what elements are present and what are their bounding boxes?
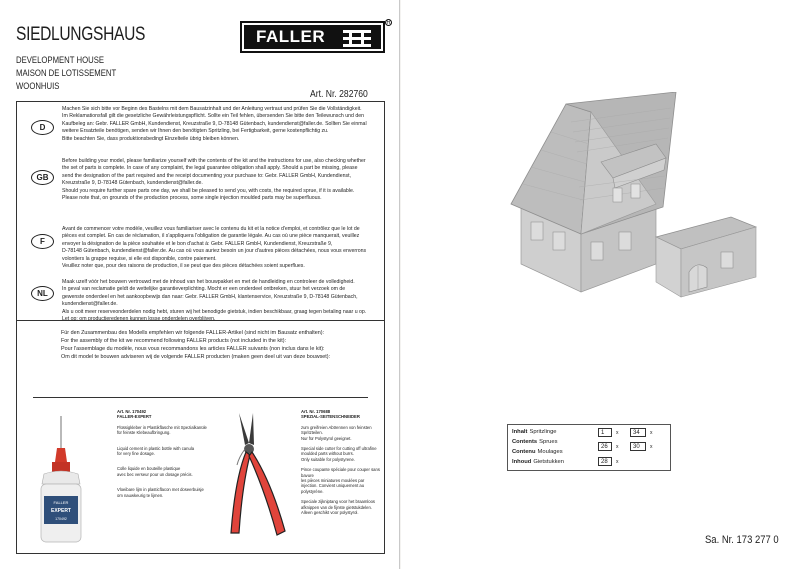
subtitle-nl: WOONHUIS <box>16 81 60 91</box>
side-cutter-image <box>209 409 294 544</box>
quantity-marker: x <box>650 444 653 450</box>
bottle-label-brand: FALLER <box>53 500 69 505</box>
instructions-text-fr: Avant de commencer votre modèle, veuillez vous familiariser avec le contenu du kit et la notice d'emploi, et contrôlez que le lot de pièces est complet. En cas de réclamation, il s'appliquera l'obligation de garantie légale. Au cas où une pièce manquerait, veuillez envoyer la désignation de la pièce souhaitée et le bon d'achat à: Gebr. FALLER GmbH, Kundendienst, Kreuzstraße 9, D-78148 Gütenbach, kundendienst@faller.de. Au cas où vous auriez besoin un jour d'autres pièces détachées, nous vous enverrons volontiers la grappe requise, si elle est disponible, contre paiement. Veuillez noter que, pour des raisons de production, il se peut que des pièces détachées soient superflues. <box>62 226 367 270</box>
lang-badge-de: D <box>31 120 54 135</box>
faller-logo <box>240 19 391 53</box>
logo-mark-icon <box>343 30 371 47</box>
contents-row-fr: Contenu Moulages <box>512 449 563 455</box>
sprue-count-box: 28 <box>598 457 612 466</box>
instructions-nl <box>17 279 384 327</box>
sprue-count-box: 30 <box>630 442 646 451</box>
lang-badge-gb: GB <box>31 170 54 185</box>
instructions-fr <box>17 226 384 276</box>
sprue-count-box: 26 <box>598 442 612 451</box>
house-model-image <box>471 92 761 302</box>
recommendation-box <box>16 321 385 554</box>
registered-icon: R <box>386 19 391 26</box>
contents-box <box>507 424 671 471</box>
divider <box>33 397 368 398</box>
subtitle-en: DEVELOPMENT HOUSE <box>16 55 105 65</box>
instructions-text-nl: Maak uzelf vóór het bouwen vertrouwd met de inhoud van het bouwpakket en met de handleiding en controleer de volledigheid. In geval van reclamatie geldt de wettelijke garantieverplichting. Mocht er een onderdeel ontbreken, stuur het verzoek om de gewenste onderdeel en het aankoopbewijs dan naar: Gebr. FALLER GmbH, klantenservice, Kreuzstraße 9, D-78148 Gütenbach, kundendienst@faller.de. Als u ooit meer reserveonderdelen nodig hebt, sturen wij het benodigde gietstuk, indien beschikbaar, graag tegen betaling naar u op. Let op: om productieredenen kunnen losse onderdelen overblijven. <box>62 279 367 323</box>
instructions-gb <box>17 158 384 216</box>
instructions-box <box>16 101 385 321</box>
contents-row-en: Contents Sprues <box>512 439 558 445</box>
product-glue-text: Art. Nr. 170492 FALLER-EXPERT Flüssigkleber in Plastikflasche mit Spezialkanüle für feinste Klebeaufbringung. Liquid cement in plastic bottle with canula for very fine dosage. Colle liquide en bouteille plastique avec bec verseur pour un dosage précis. Vloeibare lijm in plasticflacon met doseerbuisje om nauwkeurig te lijmen. <box>117 409 207 498</box>
quantity-marker: x <box>616 430 619 436</box>
glue-bottle-image <box>30 414 92 544</box>
bottle-label-art: 170492 <box>55 517 67 521</box>
article-number: Art. Nr. 282760 <box>310 89 368 100</box>
right-page <box>401 0 802 569</box>
lang-badge-fr: F <box>31 234 54 249</box>
logo-text: FALLER <box>256 27 326 46</box>
sa-number: Sa. Nr. 173 277 0 <box>705 534 779 546</box>
quantity-marker: x <box>616 444 619 450</box>
lang-badge-nl: NL <box>31 286 54 301</box>
instructions-text-gb: Before building your model, please familiarize yourself with the contents of the kit and the instructions for use, also checking whether the set of parts is complete. In case of any complaint, the legal guarantee obligation shall apply. Should a part be missing, please send the designation of the part required and the receipt documenting your purchase to: Gebr. FALLER GmbH, Kundendienst, Kreuzstraße 9, D-78148 Gütenbach, kundendienst@faller.de. Should you require further spare parts one day, we shall be pleased to send you, with costs, the required sprue, if it is available. Please note that, on grounds of the production process, some single injection moulded parts may be superfluous. <box>62 158 366 202</box>
bottle-label-name: EXPERT <box>50 508 72 514</box>
quantity-marker: x <box>616 459 619 465</box>
sprue-count-box: 1 <box>598 428 612 437</box>
instructions-de <box>17 106 384 154</box>
left-page <box>0 0 400 569</box>
subtitle-block <box>16 54 116 93</box>
contents-row-nl: Inhoud Gietstukken <box>512 459 564 465</box>
sprue-count-box: 34 <box>630 428 646 437</box>
recommendation-text: Für den Zusammenbau des Modells empfehlen wir folgende FALLER-Artikel (sind nicht im Bausatz enthalten): For the assembly of the kit we recommend following FALLER products (not included in the kit): Pour l'assemblage du modèle, nous vous recommandons les articles FALLER suivants (non inclus dans le kit): Om dit model te bouwen adviseren wij de volgende FALLER producten (maken geen deel uit van deze bouwset): <box>61 330 331 360</box>
product-cutter-text: Art. Nr. 170688 SPEZIAL-SEITENSCHNEIDER zum greifreien Abtrennen von feinsten Spritzteilen. Nur für Polystyrol geeignet. Special side cutter for cutting off ultrafine moulded parts without burrs. Only suitable for polystyrene. Pince coupante spéciale pour couper sans bavure les pièces miniatures moulées par injection. Convient uniquement au polystyrène. Speciale zijkniptang voor het braamloos afknippen van de fijnste gietstukdelen. Alleen geschikt voor polystyrol. <box>301 409 380 516</box>
quantity-marker: x <box>650 430 653 436</box>
contents-row-de: Inhalt Spritzlinge <box>512 429 557 435</box>
subtitle-fr: MAISON DE LOTISSEMENT <box>16 68 117 78</box>
instructions-text-de: Machen Sie sich bitte vor Beginn des Bastelns mit dem Bausatzinhalt und der Anleitung vertraut und prüfen Sie die Vollständigkeit. Im Reklamationsfall gilt die gesetzliche Gewährleistungspflicht. Sollte ein Teil fehlen, übersenden Sie bitte den Teilewunsch und den Kaufbeleg an: Gebr. FALLER GmbH, Kundendienst, Kreuzstraße 9, D-78148 Gütenbach, kundendienst@faller.de. Sollten Sie einmal weitere Ersatzteile benötigen, senden wir Ihnen den benötigten Spritzling, bei Fertigbarkeit, gerne kostenpflichtig zu. Bitte beachten Sie, dass produktionsbedingt Einzelteile übrig bleiben können. <box>62 106 367 142</box>
page-title: SIEDLUNGSHAUS <box>16 24 146 45</box>
